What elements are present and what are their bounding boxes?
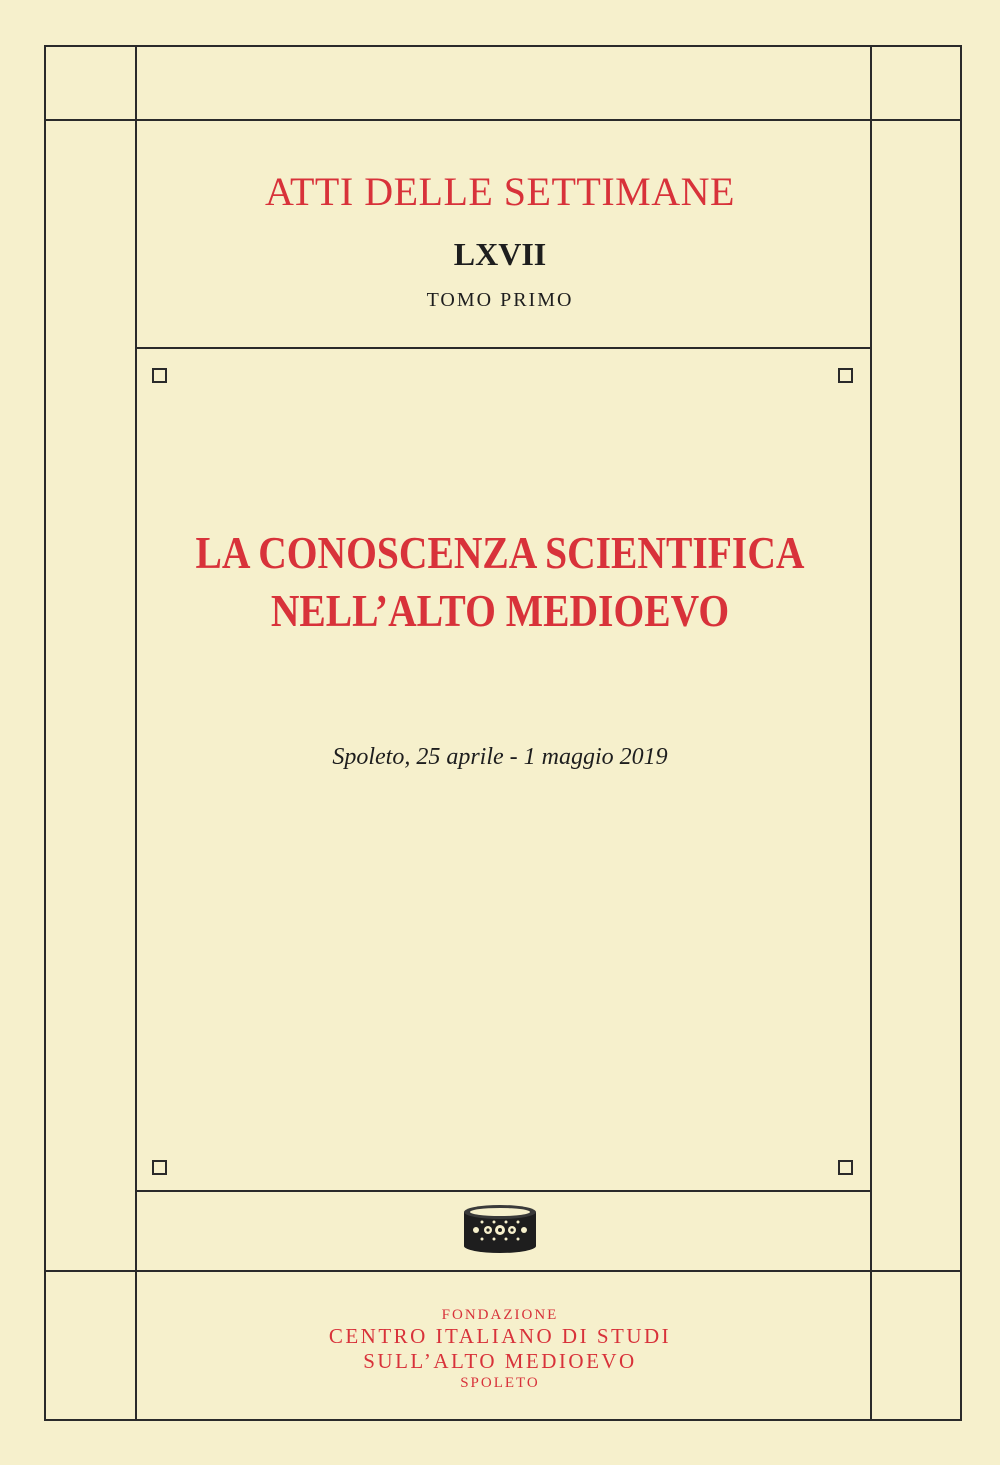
footer-rule	[44, 1270, 962, 1272]
book-title	[70, 524, 930, 640]
square-outline-icon	[152, 1160, 167, 1175]
publisher-line4: SPOLETO	[460, 1375, 540, 1392]
publisher-line3: SULL’ALTO MEDIOEVO	[363, 1349, 637, 1374]
square-outline-icon	[838, 368, 853, 383]
ornamental-ring-emblem	[462, 1204, 538, 1254]
book-title-line2: NELL’ALTO MEDIOEVO	[270, 585, 730, 636]
volume-number: LXVII	[453, 236, 547, 272]
publisher-line2: CENTRO ITALIANO DI STUDI	[328, 1324, 672, 1348]
title-panel-top-rule	[135, 347, 872, 349]
square-outline-icon	[838, 1160, 853, 1175]
book-title-line1: LA CONOSCENZA SCIENTIFICA	[195, 527, 805, 578]
series-title: ATTI DELLE SETTIMANE	[265, 169, 735, 214]
conference-place-dates: Spoleto, 25 aprile - 1 maggio 2019	[332, 744, 668, 770]
title-panel-bottom-rule	[135, 1190, 872, 1192]
publisher-block	[0, 1306, 1000, 1392]
frame-bottom-line	[44, 1419, 962, 1421]
publisher-line1: FONDAZIONE	[441, 1307, 559, 1323]
header-rule	[44, 119, 962, 121]
square-outline-icon	[152, 368, 167, 383]
tome-label: TOMO PRIMO	[426, 289, 574, 311]
frame-top-line	[44, 45, 962, 47]
